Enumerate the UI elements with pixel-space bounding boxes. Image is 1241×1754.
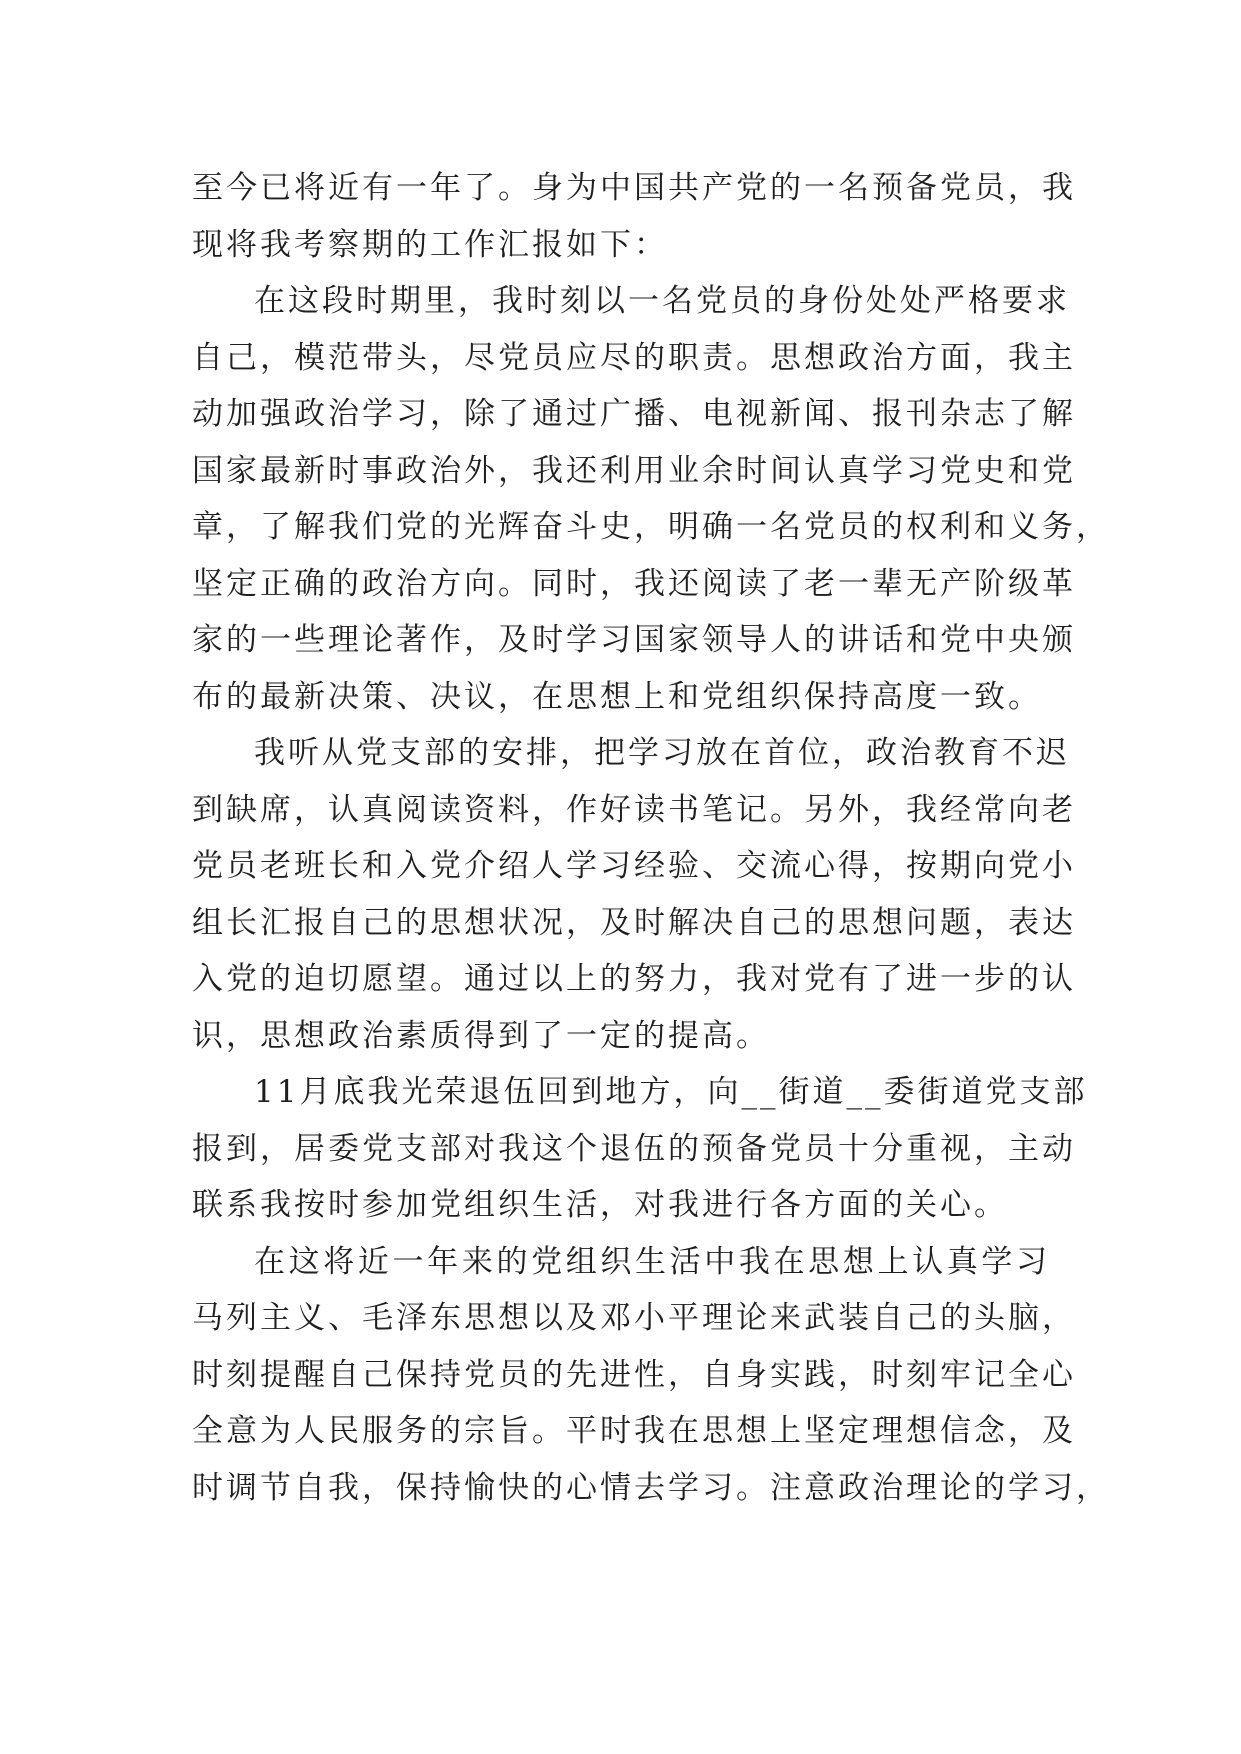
paragraph-start-line: 在这将近一年来的党组织生活中我在思想上认真学习 — [254, 1243, 1050, 1280]
text-line: 组长汇报自己的思想状况，及时解决自己的思想问题，表达 — [192, 904, 1076, 941]
text-line: 报到，居委党支部对我这个退伍的预备党员十分重视，主动 — [192, 1130, 1076, 1167]
text-line: 联系我按时参加党组织生活，对我进行各方面的关心。 — [192, 1187, 1008, 1223]
paragraph-start-line: 11月底我光荣退伍回到地方，向__街道__委街道党支部 — [254, 1074, 1088, 1110]
text-line: 动加强政治学习，除了通过广播、电视新闻、报刊杂志了解 — [192, 396, 1076, 432]
text-line: 布的最新决策、决议，在思想上和党组织保持高度一致。 — [192, 678, 1042, 715]
text-line: 章，了解我们党的光辉奋斗史，明确一名党员的权利和义务， — [192, 509, 1110, 545]
paragraph-start-line: 在这段时期里，我时刻以一名党员的身份处处严格要求 — [254, 283, 1070, 319]
text-line: 马列主义、毛泽东思想以及邓小平理论来武装自己的头脑， — [192, 1300, 1076, 1336]
text-line: 全意为人民服务的宗旨。平时我在思想上坚定理想信念，及 — [192, 1413, 1076, 1449]
text-line: 时调节自我，保持愉快的心情去学习。注意政治理论的学习， — [192, 1469, 1110, 1506]
text-line: 党员老班长和入党介绍人学习经验、交流心得，按期向党小 — [192, 848, 1076, 884]
text-line: 入党的迫切愿望。通过以上的努力，我对党有了进一步的认 — [192, 961, 1076, 997]
text-line: 识，思想政治素质得到了一定的提高。 — [192, 1017, 770, 1054]
text-line: 时刻提醒自己保持党员的先进性，自身实践，时刻牢记全心 — [192, 1356, 1076, 1393]
text-line: 至今已将近有一年了。身为中国共产党的一名预备党员，我 — [192, 170, 1076, 206]
text-line: 家的一些理论著作，及时学习国家领导人的讲话和党中央颁 — [192, 622, 1076, 658]
text-line: 自己，模范带头，尽党员应尽的职责。思想政治方面，我主 — [192, 339, 1076, 376]
text-line: 到缺席，认真阅读资料，作好读书笔记。另外，我经常向老 — [192, 791, 1076, 828]
text-line: 现将我考察期的工作汇报如下： — [192, 226, 668, 263]
text-line: 国家最新时事政治外，我还利用业余时间认真学习党史和党 — [192, 452, 1076, 489]
text-line: 坚定正确的政治方向。同时，我还阅读了老一辈无产阶级革 — [192, 565, 1076, 602]
document-body — [192, 160, 1110, 1516]
paragraph-start-line: 我听从党支部的安排，把学习放在首位，政治教育不迟 — [254, 735, 1070, 771]
